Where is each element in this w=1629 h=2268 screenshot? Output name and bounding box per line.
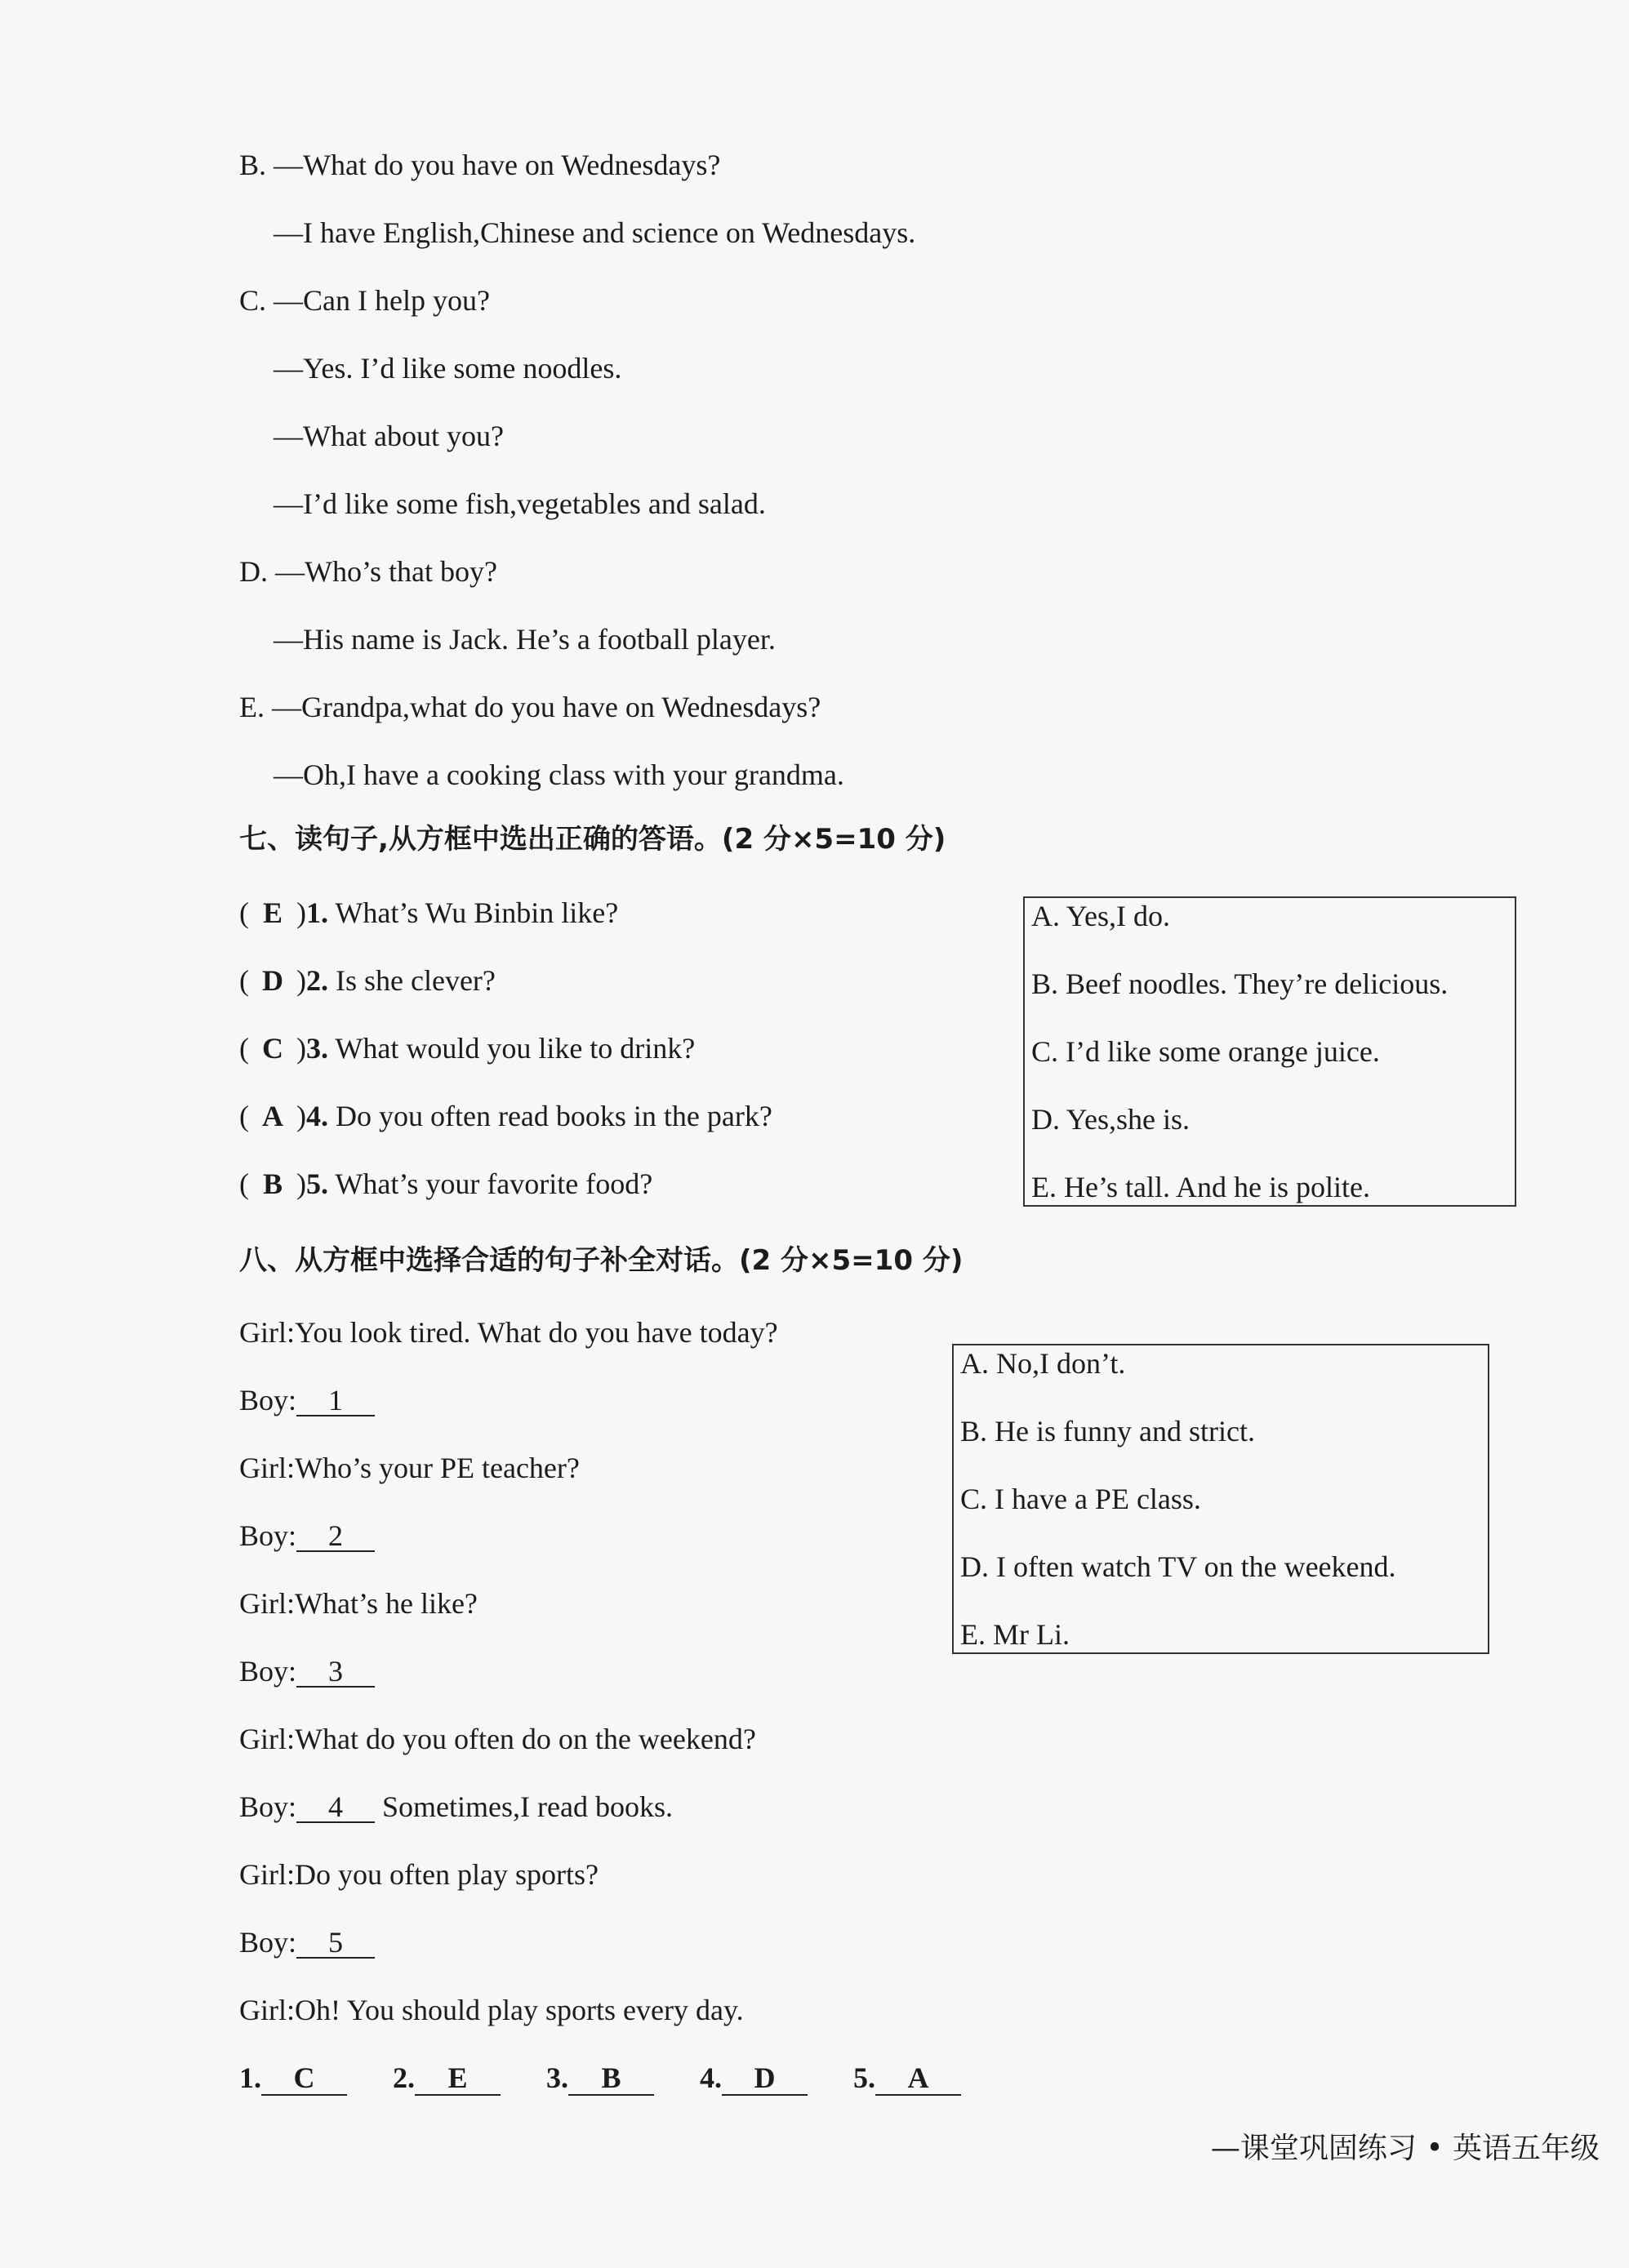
s7-question-2: ( D )2. Is she clever? — [239, 964, 496, 997]
s7-option-a: A. Yes,I do. — [1031, 900, 1171, 932]
dialogue-e-line2: —Oh,I have a cooking class with your grandma. — [274, 758, 844, 791]
s8-option-b: B. He is funny and strict. — [960, 1415, 1255, 1448]
s8-line-6: Boy: 3 — [239, 1653, 375, 1689]
s8-options-box — [952, 1344, 1489, 1654]
s8-line-2: Boy: 1 — [239, 1382, 375, 1418]
s8-option-c: C. I have a PE class. — [960, 1483, 1201, 1515]
s8-line-8: Boy: 4 Sometimes,I read books. — [239, 1790, 673, 1823]
s8-line-11: Girl:Oh! You should play sports every day. — [239, 1994, 744, 2026]
s8-line-9: Girl:Do you often play sports? — [239, 1858, 599, 1891]
s7-question-1: ( E )1. What’s Wu Binbin like? — [239, 896, 619, 929]
page-footer: —课堂巩固练习 • 英语五年级 — [1210, 2132, 1600, 2165]
s8-blank-2[interactable]: 2 — [296, 1521, 375, 1552]
s8-line-1: Girl:You look tired. What do you have today? — [239, 1316, 778, 1349]
s7-option-c: C. I’d like some orange juice. — [1031, 1035, 1380, 1068]
s7-answer-1[interactable]: E — [262, 896, 283, 929]
s7-question-4: ( A )4. Do you often read books in the park? — [239, 1100, 772, 1132]
dialogue-d-line1: D. —Who’s that boy? — [239, 555, 497, 588]
s7-option-b: B. Beef noodles. They’re delicious. — [1031, 967, 1449, 1000]
s8-blank-5[interactable]: 5 — [296, 1928, 375, 1959]
s7-answer-4[interactable]: A — [262, 1100, 283, 1132]
s8-answer-2[interactable]: E — [415, 2061, 501, 2096]
s8-blank-3[interactable]: 3 — [296, 1657, 375, 1688]
dialogue-e-line1: E. —Grandpa,what do you have on Wednesdays? — [239, 691, 821, 723]
s7-question-3: ( C )3. What would you like to drink? — [239, 1032, 696, 1065]
dialogue-c-line1: C. —Can I help you? — [239, 284, 490, 317]
section7-heading: 七、读句子,从方框中选出正确的答语。(2 分×5=10 分) — [239, 823, 946, 856]
dialogue-b-line2: —I have English,Chinese and science on Wednesdays. — [274, 216, 916, 249]
s7-option-e: E. He’s tall. And he is polite. — [1031, 1171, 1370, 1203]
dialogue-c-line3: —What about you? — [274, 420, 504, 452]
s8-option-e: E. Mr Li. — [960, 1618, 1070, 1651]
s8-blank-4[interactable]: 4 — [296, 1792, 375, 1823]
s7-answer-3[interactable]: C — [262, 1032, 283, 1065]
s7-answer-2[interactable]: D — [262, 964, 283, 997]
dialogue-c-line2: —Yes. I’d like some noodles. — [274, 352, 622, 385]
s8-blank-1[interactable]: 1 — [296, 1385, 375, 1416]
s8-option-d: D. I often watch TV on the weekend. — [960, 1550, 1396, 1583]
s7-answer-5[interactable]: B — [262, 1167, 283, 1200]
s8-line-5: Girl:What’s he like? — [239, 1587, 478, 1620]
s8-answer-5[interactable]: A — [875, 2061, 961, 2096]
s7-option-d: D. Yes,she is. — [1031, 1103, 1191, 1136]
dialogue-d-line2: —His name is Jack. He’s a football player. — [274, 623, 776, 656]
s8-answer-3[interactable]: B — [568, 2061, 654, 2096]
s8-answer-4[interactable]: D — [722, 2061, 808, 2096]
s8-line-3: Girl:Who’s your PE teacher? — [239, 1452, 580, 1484]
s8-answer-1[interactable]: C — [261, 2061, 347, 2096]
s8-option-a: A. No,I don’t. — [960, 1347, 1126, 1380]
s8-line-4: Boy: 2 — [239, 1518, 375, 1554]
s7-question-5: ( B )5. What’s your favorite food? — [239, 1167, 653, 1200]
s7-options-box — [1023, 896, 1516, 1207]
section8-heading: 八、从方框中选择合适的句子补全对话。(2 分×5=10 分) — [239, 1244, 964, 1277]
s8-line-7: Girl:What do you often do on the weekend? — [239, 1723, 756, 1755]
dialogue-b-line1: B. —What do you have on Wednesdays? — [239, 149, 721, 181]
s8-line-10: Boy: 5 — [239, 1924, 375, 1960]
s8-answer-row: 1. C 2. E 3. B 4. D 5. A — [239, 2060, 961, 2096]
dialogue-c-line4: —I’d like some fish,vegetables and salad. — [274, 487, 766, 520]
